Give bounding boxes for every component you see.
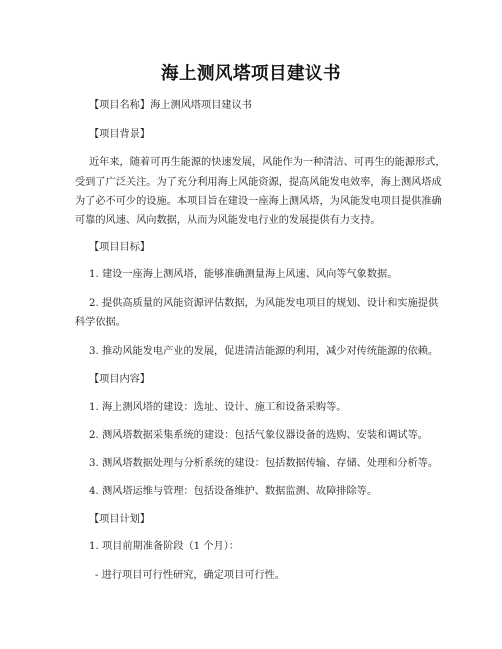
background-heading: 【项目背景】 <box>89 129 151 140</box>
goal-heading: 【项目目标】 <box>89 242 151 253</box>
content-heading: 【项目内容】 <box>89 374 151 385</box>
content-line-1: 1. 海上测风塔的建设：选址、设计、施工和设备采购等。 <box>89 402 347 413</box>
plan-line-2: - 进行项目可行性研究，确定项目可行性。 <box>95 570 286 581</box>
project-name-value: 海上测风塔项目建议书 <box>150 100 252 111</box>
background-line-2: 受到了广泛关注。为了充分利用海上风能资源，提高风能发电效率，海上测风塔成 <box>75 177 442 188</box>
background-line-3: 为了必不可少的设施。本项目旨在建设一座海上测风塔，为风能发电项目提供准确 <box>75 196 442 207</box>
content-line-4: 4. 测风塔运维与管理：包括设备维护、数据监测、故障排除等。 <box>89 486 378 497</box>
plan-line-1: 1. 项目前期准备阶段（1 个月）： <box>89 541 240 552</box>
document-title: 海上测风塔项目建议书 <box>161 64 341 84</box>
content-line-3: 3. 测风塔数据处理与分析系统的建设：包括数据传输、存储、处理和分析等。 <box>89 458 439 469</box>
project-name-line <box>89 99 252 112</box>
goal-line-1: 1. 建设一座海上测风塔，能够准确测量海上风速、风向等气象数据。 <box>89 269 398 280</box>
goal-line-3: 3. 推动风能发电产业的发展，促进清洁能源的利用，减少对传统能源的依赖。 <box>89 346 439 357</box>
content-line-2: 2. 测风塔数据采集系统的建设：包括气象仪器设备的选购、安装和调试等。 <box>89 430 428 441</box>
goal-line-2-cont: 科学依据。 <box>75 317 126 328</box>
goal-line-2: 2. 提供高质量的风能资源评估数据，为风能发电项目的规划、设计和实施提供 <box>89 298 439 309</box>
background-line-4: 可靠的风速、风向数据，从而为风能发电行业的发展提供有力支持。 <box>75 215 381 226</box>
project-name-label: 【项目名称】 <box>89 100 151 111</box>
plan-heading: 【项目计划】 <box>89 514 151 525</box>
background-line-1: 近年来，随着可再生能源的快速发展，风能作为一种清洁、可再生的能源形式， <box>89 157 446 168</box>
